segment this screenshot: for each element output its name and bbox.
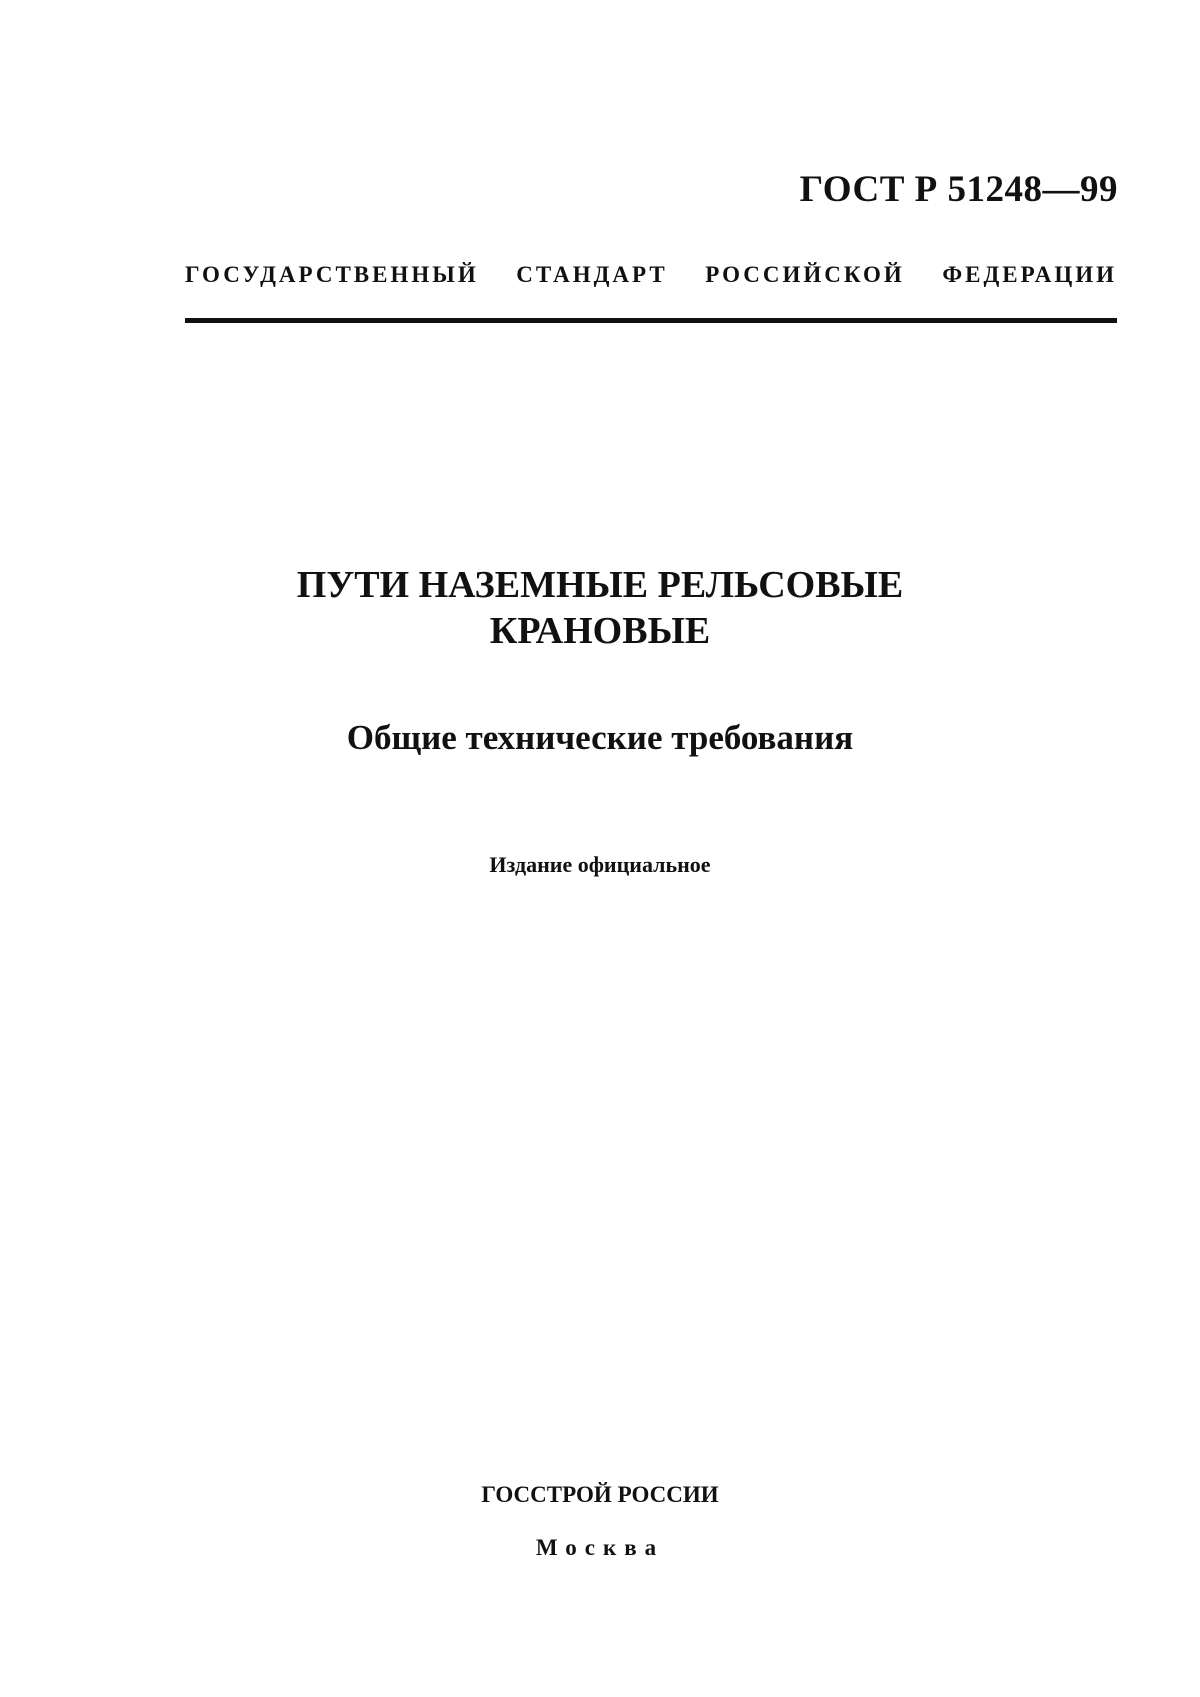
publication-city: Москва [535, 1535, 665, 1560]
standard-number: ГОСТ Р 51248—99 [799, 169, 1118, 210]
header-rule [185, 318, 1117, 323]
standard-header: ГОСУДАРСТВЕННЫЙ СТАНДАРТ РОССИЙСКОЙ ФЕДЕРАЦИИ [185, 262, 1117, 287]
publisher-name: ГОССТРОЙ РОССИИ [481, 1482, 719, 1507]
edition-note: Издание официальное [489, 852, 711, 877]
title-line-2: КРАНОВЫЕ [489, 610, 711, 652]
title-line-1: ПУТИ НАЗЕМНЫЕ РЕЛЬСОВЫЕ [296, 564, 904, 606]
document-title [0, 562, 1200, 654]
document-subtitle: Общие технические требования [346, 718, 854, 757]
